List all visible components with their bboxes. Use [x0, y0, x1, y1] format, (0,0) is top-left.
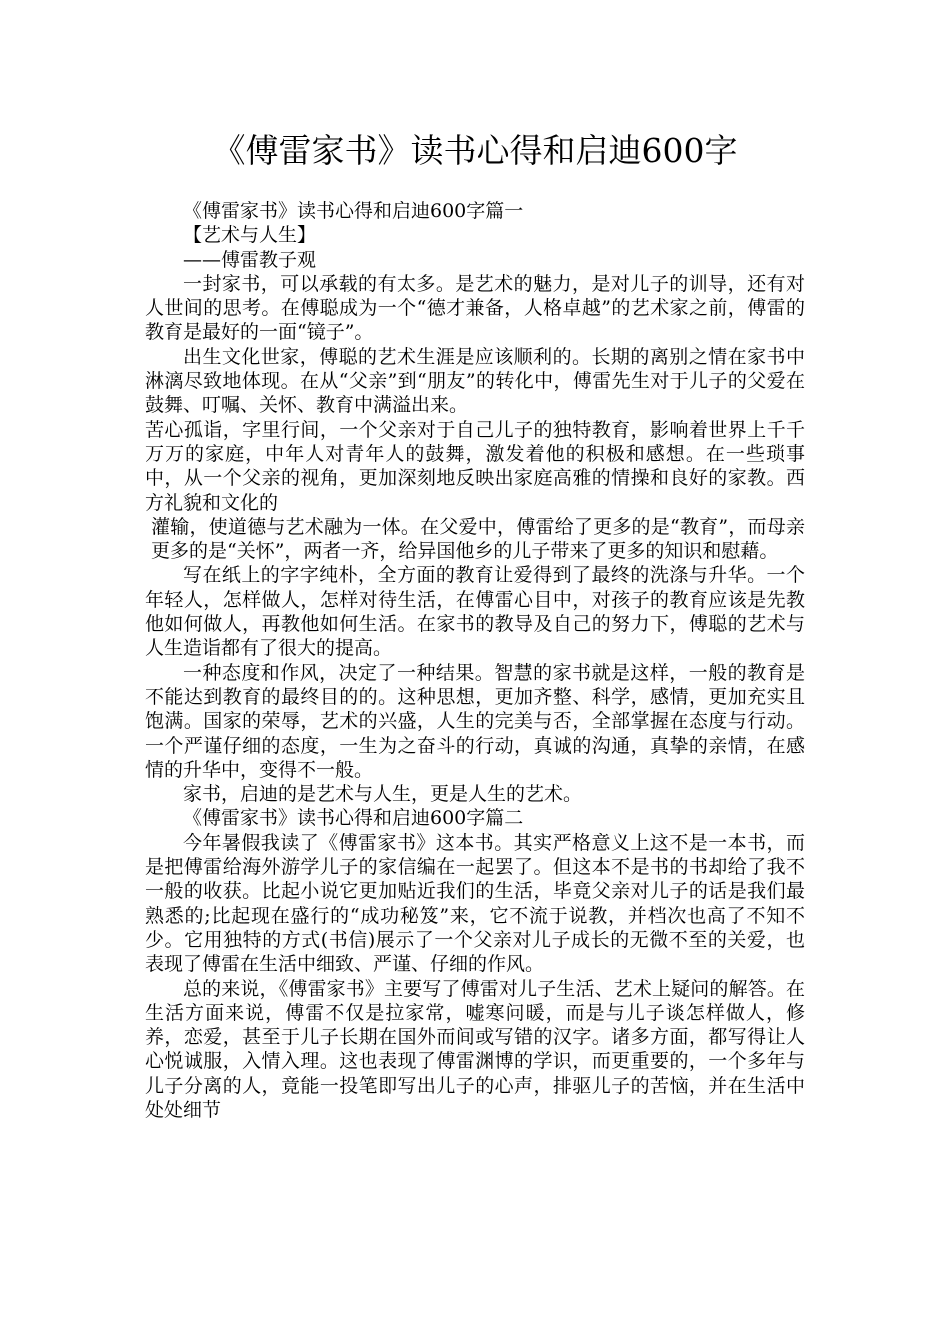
paragraph: 一封家书，可以承载的有太多。是艺术的魅力，是对儿子的训导，还有对人世间的思考。在傅聪成为一个“德才兼备，人格卓越”的艺术家之前，傅雷的教育是最好的一面“镜子”。 [145, 272, 805, 344]
paragraph: 总的来说，《傅雷家书》主要写了傅雷对儿子生活、艺术上疑问的解答。在生活方面来说，傅雷不仅是拉家常，嘘寒问暖，而是与儿子谈怎样做人，修养，恋爱，甚至于儿子长期在国外而间或写错的汉字。诸多方面，都写得让人心悦诚服，入情入理。这也表现了傅雷渊博的学识，而更重要的，一个多年与儿子分离的人，竟能一投笔即写出儿子的心声，排驱儿子的苦恼，并在生活中处处细节 [145, 977, 805, 1121]
paragraph: 家书，启迪的是艺术与人生，更是人生的艺术。 [183, 783, 583, 806]
document-body [145, 199, 805, 1122]
section-heading-1: 《傅雷家书》读书心得和启迪600字篇一 [183, 200, 524, 222]
section-heading-2: 《傅雷家书》读书心得和启迪600字篇二 [183, 807, 524, 830]
paragraph-continuation: 灌输，使道德与艺术融为一体。在父爱中，傅雷给了更多的是“教育”，而母亲更多的是“关怀”，两者一齐，给异国他乡的儿子带来了更多的知识和慰藉。 [151, 515, 805, 563]
subheading-art-and-life: 【艺术与人生】 [183, 224, 317, 247]
paragraph: 苦心孤诣，字里行间，一个父亲对于自己儿子的独特教育，影响着世界上千千万万的家庭，中年人对青年人的鼓舞，激发着他的积极和感想。在一些琐事中，从一个父亲的视角，更加深刻地反映出家庭高雅的情操和良好的家教。西方礼貌和文化的 [145, 418, 805, 514]
paragraph: 写在纸上的字字纯朴，全方面的教育让爱得到了最终的洗涤与升华。一个年轻人，怎样做人，怎样对待生活，在傅雷心目中，对孩子的教育应该是先教他如何做人，再教他如何生活。在家书的教导及自己的努力下，傅聪的艺术与人生造诣都有了很大的提高。 [145, 564, 805, 660]
paragraph: 一种态度和作风，决定了一种结果。智慧的家书就是这样，一般的教育是不能达到教育的最终目的的。这种思想，更加齐整、科学，感情，更加充实且饱满。国家的荣辱，艺术的兴盛，人生的完美与否，全部掌握在态度与行动。一个严谨仔细的态度，一生为之奋斗的行动，真诚的沟通，真挚的亲情，在感情的升华中，变得不一般。 [145, 661, 805, 781]
paragraph: 今年暑假我读了《傅雷家书》这本书。其实严格意义上这不是一本书，而是把傅雷给海外游学儿子的家信编在一起罢了。但这本不是书的书却给了我不一般的收获。比起小说它更加贴近我们的生活，毕竟父亲对儿子的话是我们最熟悉的;比起现在盛行的“成功秘笈”来，它不流于说教，并档次也高了不知不少。它用独特的方式(书信)展示了一个父亲对儿子成长的无微不至的关爱，也表现了傅雷在生活中细致、严谨、仔细的作风。 [145, 831, 805, 976]
paragraph: 出生文化世家，傅聪的艺术生涯是应该顺利的。长期的离别之情在家书中淋漓尽致地体现。在从“父亲”到“朋友”的转化中，傅雷先生对于儿子的父爱在鼓舞、叮嘱、关怀、教育中满溢出来。 [145, 345, 805, 417]
document-title: 《傅雷家书》读书心得和启迪600字 [212, 131, 738, 170]
subheading-parenting: ——傅雷教子观 [183, 248, 317, 271]
